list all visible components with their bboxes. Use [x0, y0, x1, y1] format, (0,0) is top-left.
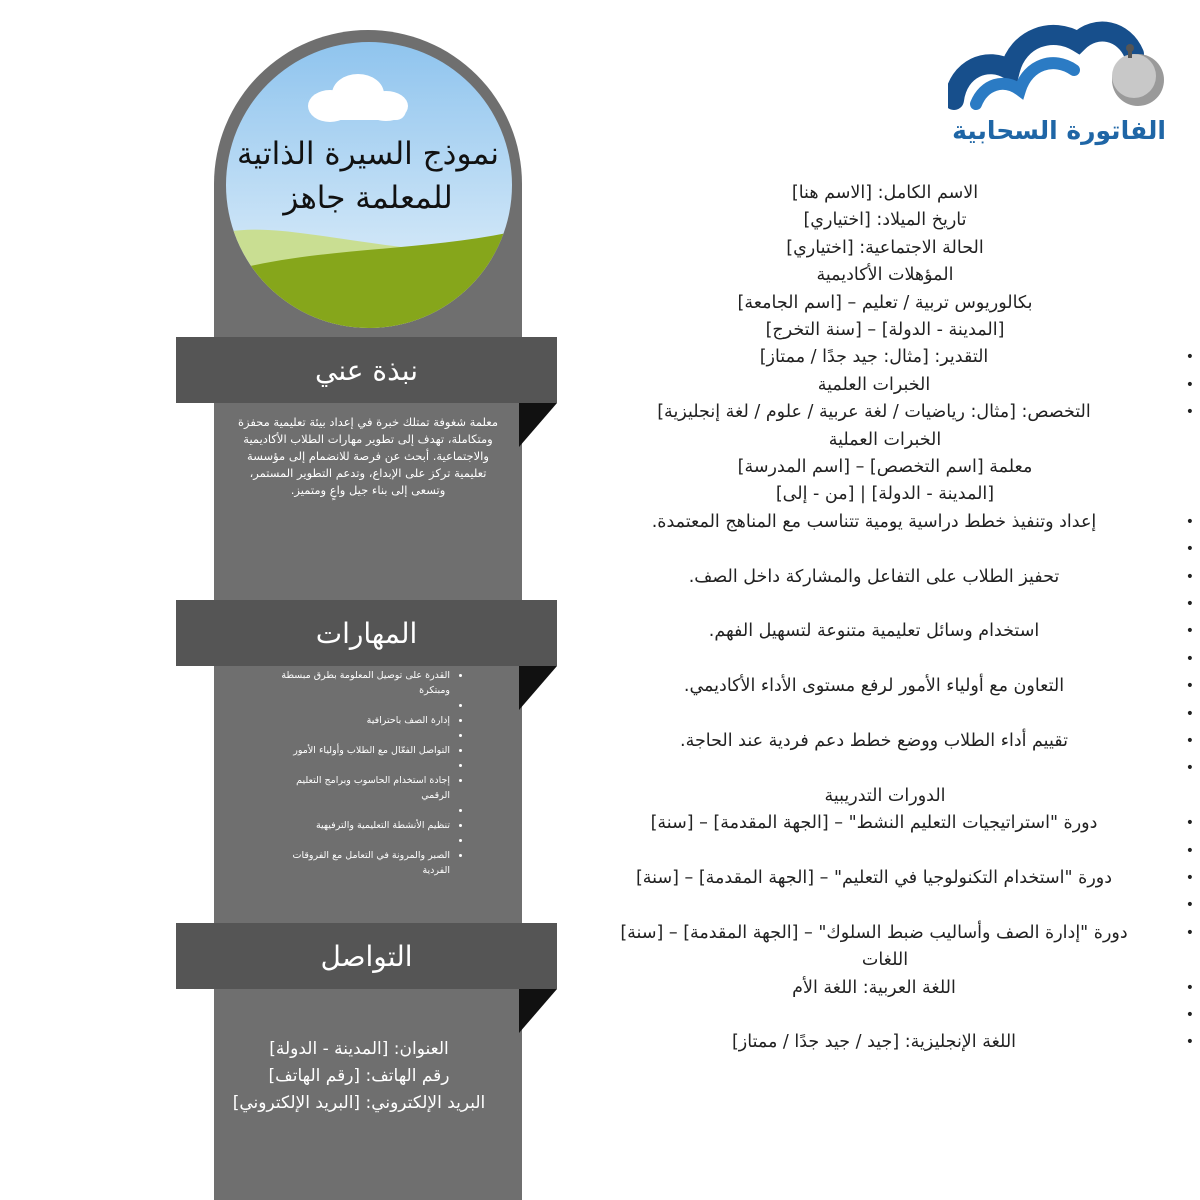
course-item: • دورة "استخدام التكنولوجيا في التعليم" – [الجهة المقدمة] – [سنة]: [590, 865, 1158, 892]
about-line: معلمة شغوفة تمتلك خبرة في إعداد بيئة تعليمية محفزة: [237, 415, 498, 429]
skill-item: [280, 758, 450, 773]
degree-place: [المدينة - الدولة] – [سنة التخرج]: [765, 320, 1005, 341]
skill-item: [280, 698, 450, 713]
language-item: [590, 1002, 1158, 1029]
experience-role: معلمة [اسم التخصص] – [اسم المدرسة]: [737, 457, 1033, 478]
personal-birth: تاريخ الميلاد: [اختياري]: [803, 210, 967, 231]
course-item: • دورة "إدارة الصف وأساليب ضبط السلوك" – [الجهة المقدمة] – [سنة]: [590, 920, 1158, 947]
personal-name: الاسم الكامل: [الاسم هنا]: [791, 183, 979, 203]
skills-list: [280, 668, 462, 878]
duty-item: [590, 701, 1158, 728]
about-line: وتسعى إلى بناء جيل واعٍ ومتميز.: [290, 483, 446, 497]
course-item: [590, 892, 1158, 919]
contact-info: [214, 1036, 504, 1117]
academic-item: • الخبرات العلمية: [590, 372, 1158, 399]
languages-heading: اللغات: [861, 950, 909, 971]
ribbon-fold: [519, 666, 557, 710]
academic-list: [590, 344, 1180, 426]
skill-item: • القدرة على توصيل المعلومة بطرق مبسطة ومبتكرة: [280, 668, 450, 698]
language-item: • اللغة الإنجليزية: [جيد / جيد جدًا / ممتاز]: [590, 1029, 1158, 1056]
duty-item: • التعاون مع أولياء الأمور لرفع مستوى الأداء الأكاديمي.: [590, 673, 1158, 700]
skills-heading: [176, 600, 557, 666]
about-line: تعليمية تركز على الإبداع، وتدعم التطوير المستمر،: [249, 466, 487, 480]
title-line-2: للمعلمة جاهز: [283, 180, 453, 216]
about-heading: [176, 337, 557, 403]
skills-heading-label: المهارات: [315, 616, 418, 650]
courses-heading: الدورات التدريبية: [824, 785, 946, 806]
course-item: • دورة "استراتيجيات التعليم النشط" – [الجهة المقدمة] – [سنة]: [590, 810, 1158, 837]
academic-item: • التخصص: [مثال: رياضيات / لغة عربية / علوم / لغة إنجليزية]: [590, 399, 1158, 426]
skill-item: • إجادة استخدام الحاسوب وبرامج التعليم الرقمي: [280, 773, 450, 803]
ribbon-fold: [519, 989, 557, 1033]
contact-address: العنوان: [المدينة - الدولة]: [269, 1039, 449, 1059]
resume-body: [590, 180, 1180, 1057]
title-line-1: نموذج السيرة الذاتية: [236, 136, 500, 172]
skill-item: [280, 833, 450, 848]
skill-item: • التواصل الفعّال مع الطلاب وأولياء الأمور: [280, 743, 450, 758]
languages-list: [590, 975, 1180, 1057]
duty-item: • إعداد وتنفيذ خطط دراسية يومية تتناسب مع المناهج المعتمدة.: [590, 509, 1158, 536]
skill-item: • إدارة الصف باحترافية: [280, 713, 450, 728]
page-title: [214, 132, 522, 220]
ribbon-fold: [519, 403, 557, 447]
contact-phone: رقم الهاتف: [رقم الهاتف]: [268, 1066, 450, 1086]
academic-item: • التقدير: [مثال: جيد جدًا / ممتاز]: [590, 344, 1158, 371]
skill-item: [280, 803, 450, 818]
duty-item: [590, 646, 1158, 673]
personal-marital: الحالة الاجتماعية: [اختياري]: [786, 237, 984, 258]
course-item: [590, 838, 1158, 865]
skill-item: [280, 728, 450, 743]
duty-item: • استخدام وسائل تعليمية متنوعة لتسهيل الفهم.: [590, 618, 1158, 645]
about-heading-label: نبذة عني: [315, 353, 419, 387]
about-text: [218, 414, 518, 499]
duty-item: [590, 591, 1158, 618]
duties-list: [590, 509, 1180, 783]
skill-item: • تنظيم الأنشطة التعليمية والترفيهية: [280, 818, 450, 833]
experience-period: [المدينة - الدولة] | [من - إلى]: [775, 484, 995, 505]
brand-logo-text: الفاتورة السحابية: [952, 116, 1166, 145]
contact-heading-label: التواصل: [320, 939, 413, 973]
degree: بكالوريوس تربية / تعليم – [اسم الجامعة]: [737, 292, 1033, 313]
about-line: ومتكاملة، تهدف إلى تطوير مهارات الطلاب الأكاديمية: [243, 432, 493, 446]
about-line: والاجتماعية. أبحث عن فرصة للانضمام إلى مؤسسة: [247, 449, 489, 463]
qualifications-heading: المؤهلات الأكاديمية: [816, 265, 954, 286]
contact-email: البريد الإلكتروني: [البريد الإلكتروني]: [232, 1093, 486, 1113]
experience-heading: الخبرات العملية: [828, 429, 942, 450]
duty-item: [590, 536, 1158, 563]
duty-item: [590, 755, 1158, 782]
cloud-logo-icon: [948, 8, 1170, 118]
language-item: • اللغة العربية: اللغة الأم: [590, 975, 1158, 1002]
duty-item: • تحفيز الطلاب على التفاعل والمشاركة داخل الصف.: [590, 564, 1158, 591]
courses-list: [590, 810, 1180, 947]
contact-heading: [176, 923, 557, 989]
skill-item: • الصبر والمرونة في التعامل مع الفروقات الفردية: [280, 848, 450, 878]
duty-item: • تقييم أداء الطلاب ووضع خطط دعم فردية عند الحاجة.: [590, 728, 1158, 755]
